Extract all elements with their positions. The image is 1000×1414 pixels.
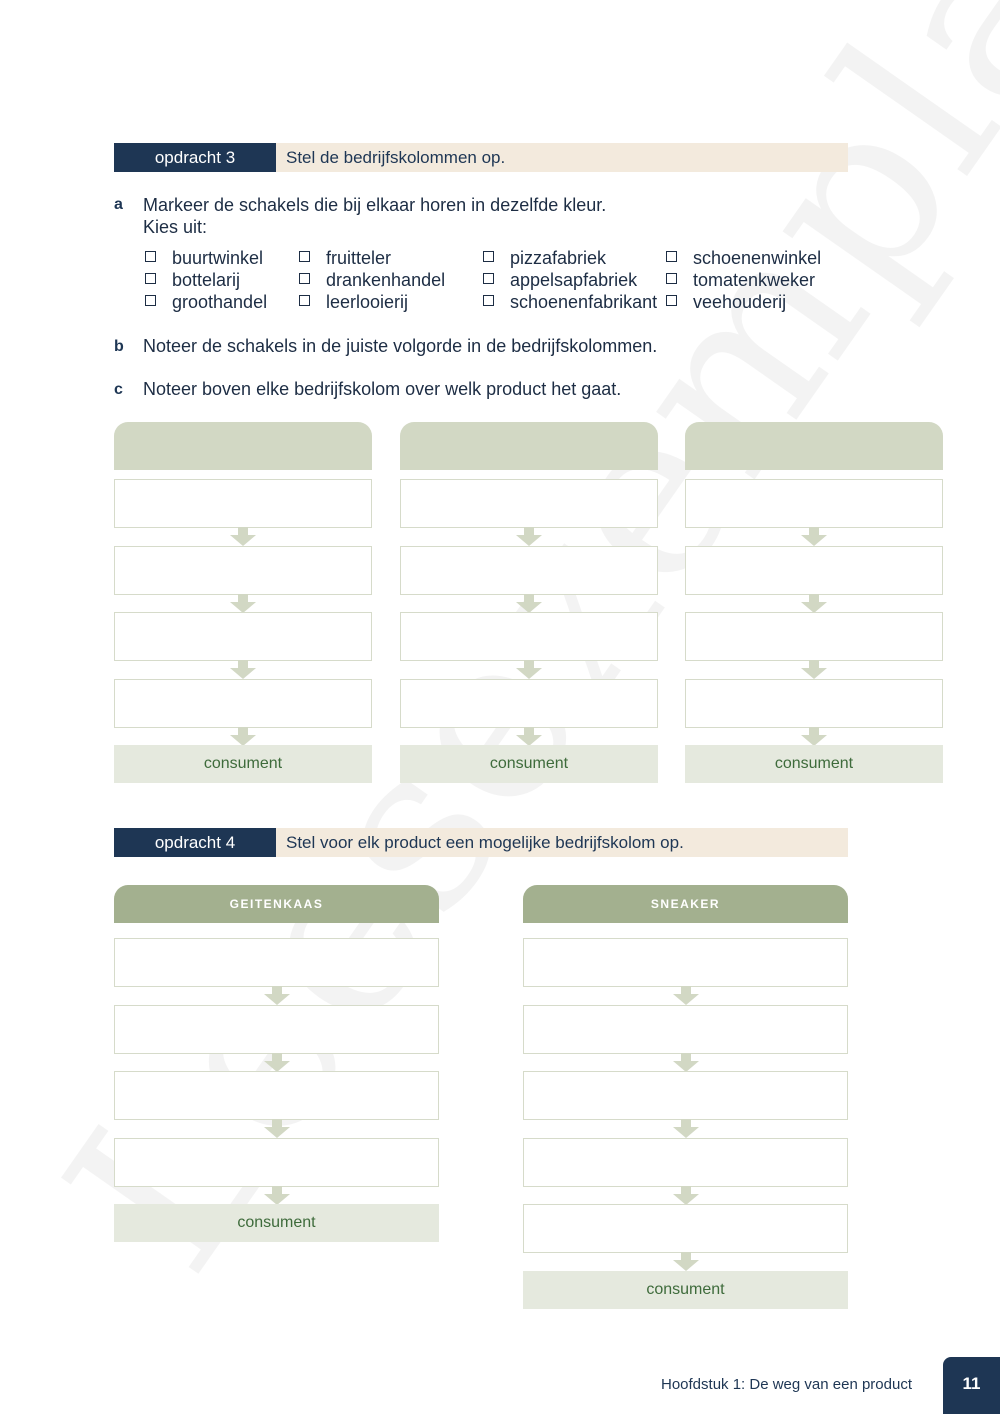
checkbox[interactable]: [666, 295, 677, 306]
checkbox[interactable]: [666, 251, 677, 262]
question-b-letter: b: [114, 338, 124, 355]
chain-link-box[interactable]: [114, 1005, 439, 1054]
consumer-box: consument: [523, 1271, 848, 1309]
opdracht-3-title: Stel de bedrijfskolommen op.: [276, 143, 848, 172]
chain-link-box[interactable]: [685, 612, 943, 661]
option-label: appelsapfabriek: [510, 270, 638, 290]
chain-link-box[interactable]: [400, 679, 658, 728]
chain-link-box[interactable]: [114, 679, 372, 728]
arrow-down-icon: [516, 727, 542, 746]
chain-link-box[interactable]: [114, 546, 372, 595]
option-label: groothandel: [172, 292, 268, 312]
consumer-box: consument: [685, 745, 943, 783]
column-header[interactable]: [114, 422, 372, 470]
consumer-box: consument: [114, 745, 372, 783]
checkbox[interactable]: [299, 273, 310, 284]
arrow-down-icon: [264, 1186, 290, 1205]
arrow-down-icon: [230, 660, 256, 679]
arrow-down-icon: [264, 1053, 290, 1072]
chain-link-box[interactable]: [685, 546, 943, 595]
question-b-text: Noteer de schakels in de juiste volgorde in de bedrijfskolommen.: [143, 336, 658, 356]
arrow-down-icon: [801, 527, 827, 546]
arrow-down-icon: [264, 986, 290, 1005]
chain-link-box[interactable]: [685, 679, 943, 728]
opdracht-3-label: opdracht 3: [114, 143, 276, 172]
option-label: schoenenfabrikant: [510, 292, 658, 312]
question-a-letter: a: [114, 196, 123, 213]
arrow-down-icon: [801, 660, 827, 679]
consumer-box: consument: [400, 745, 658, 783]
checkbox[interactable]: [483, 251, 494, 262]
column-title-sneaker: SNEAKER: [523, 885, 848, 923]
question-c-letter: c: [114, 381, 123, 398]
checkbox[interactable]: [299, 251, 310, 262]
checkbox[interactable]: [483, 273, 494, 284]
arrow-down-icon: [673, 1119, 699, 1138]
arrow-down-icon: [230, 527, 256, 546]
checkbox[interactable]: [145, 251, 156, 262]
chain-link-box[interactable]: [400, 546, 658, 595]
chain-link-box[interactable]: [114, 612, 372, 661]
arrow-down-icon: [673, 1252, 699, 1271]
chapter-title: Hoofdstuk 1: De weg van een product: [661, 1376, 912, 1393]
column-header[interactable]: [685, 422, 943, 470]
consumer-box: consument: [114, 1204, 439, 1242]
question-c-text: Noteer boven elke bedrijfskolom over welk product het gaat.: [143, 379, 622, 399]
checkbox[interactable]: [299, 295, 310, 306]
column-header[interactable]: [400, 422, 658, 470]
chain-link-box[interactable]: [114, 479, 372, 528]
option-label: bottelarij: [172, 270, 241, 290]
arrow-down-icon: [801, 727, 827, 746]
checkbox[interactable]: [145, 295, 156, 306]
option-label: schoenenwinkel: [693, 248, 822, 268]
arrow-down-icon: [516, 527, 542, 546]
kies-uit-label: Kies uit:: [143, 217, 208, 237]
option-label: buurtwinkel: [172, 248, 264, 268]
arrow-down-icon: [264, 1119, 290, 1138]
option-label: pizzafabriek: [510, 248, 607, 268]
chain-link-box[interactable]: [114, 1071, 439, 1120]
chain-link-box[interactable]: [685, 479, 943, 528]
arrow-down-icon: [230, 727, 256, 746]
arrow-down-icon: [673, 1053, 699, 1072]
checkbox[interactable]: [666, 273, 677, 284]
chain-link-box[interactable]: [114, 938, 439, 987]
arrow-down-icon: [230, 594, 256, 613]
option-label: veehouderij: [693, 292, 787, 312]
opdracht-4-title: Stel voor elk product een mogelijke bedrijfskolom op.: [276, 828, 848, 857]
arrow-down-icon: [801, 594, 827, 613]
question-a-text: Markeer de schakels die bij elkaar horen in dezelfde kleur.: [143, 195, 607, 215]
option-label: drankenhandel: [326, 270, 446, 290]
arrow-down-icon: [516, 660, 542, 679]
chain-link-box[interactable]: [400, 479, 658, 528]
column-title-geitenkaas: GEITENKAAS: [114, 885, 439, 923]
option-label: leerlooierij: [326, 292, 409, 312]
chain-link-box[interactable]: [523, 1005, 848, 1054]
chain-link-box[interactable]: [523, 938, 848, 987]
arrow-down-icon: [516, 594, 542, 613]
arrow-down-icon: [673, 1186, 699, 1205]
chain-link-box[interactable]: [114, 1138, 439, 1187]
arrow-down-icon: [673, 986, 699, 1005]
chain-link-box[interactable]: [400, 612, 658, 661]
chain-link-box[interactable]: [523, 1138, 848, 1187]
chain-link-box[interactable]: [523, 1204, 848, 1253]
chain-link-box[interactable]: [523, 1071, 848, 1120]
option-label: fruitteler: [326, 248, 392, 268]
checkbox[interactable]: [483, 295, 494, 306]
page-number: 11: [943, 1357, 1000, 1414]
checkbox[interactable]: [145, 273, 156, 284]
option-label: tomatenkweker: [693, 270, 816, 290]
opdracht-4-label: opdracht 4: [114, 828, 276, 857]
